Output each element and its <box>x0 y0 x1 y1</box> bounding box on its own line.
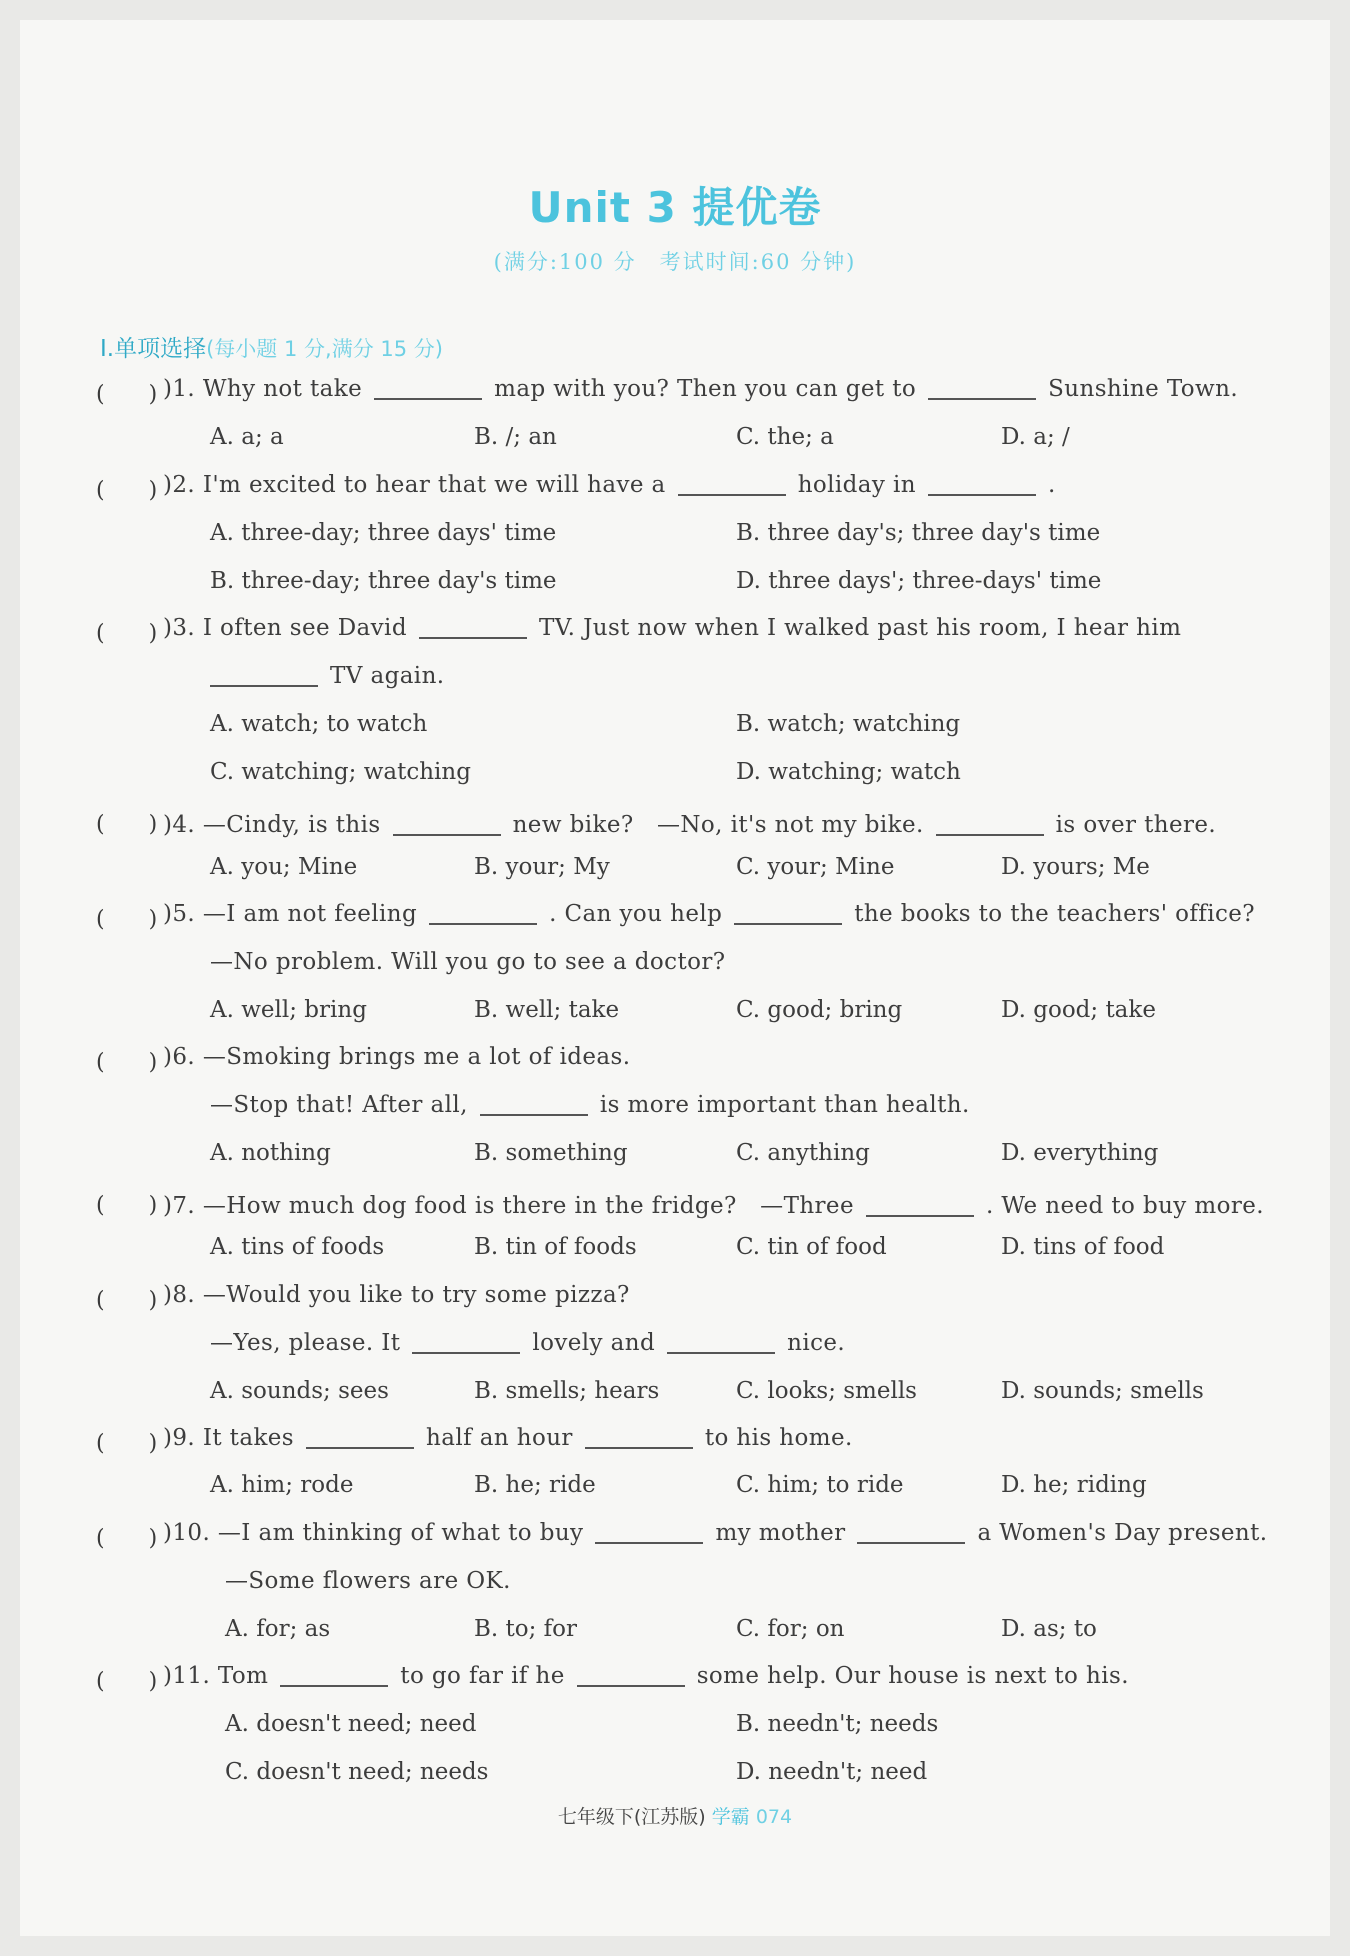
answer-bracket[interactable]: ( ) <box>96 812 158 837</box>
option-c[interactable]: C. him; to ride <box>736 1472 904 1498</box>
option-a[interactable]: A. watch; to watch <box>210 711 428 737</box>
option-d[interactable]: D. tins of food <box>1001 1234 1165 1260</box>
blank[interactable] <box>928 494 1036 496</box>
option-c[interactable]: C. tin of food <box>736 1234 887 1260</box>
blank[interactable] <box>306 1447 414 1449</box>
answer-bracket[interactable]: ( ) <box>96 478 158 503</box>
option-d[interactable]: D. he; riding <box>1001 1472 1147 1498</box>
answer-bracket[interactable]: ( ) <box>96 1193 158 1218</box>
question-4: )4. —Cindy, is this new bike? —No, it's not my bike. is over there. <box>163 812 1217 838</box>
option-b[interactable]: B. he; ride <box>474 1472 596 1498</box>
page-subtitle: (满分:100 分 考试时间:60 分钟) <box>493 250 857 274</box>
blank[interactable] <box>936 834 1044 836</box>
answer-bracket[interactable]: ( ) <box>96 1431 158 1456</box>
question-10-reply: —Some flowers are OK. <box>225 1568 511 1594</box>
page-number: 074 <box>755 1806 793 1828</box>
option-a[interactable]: A. a; a <box>210 424 284 450</box>
footer-grade: 七年级下(江苏版) <box>557 1806 706 1828</box>
option-b[interactable]: B. three day's; three day's time <box>736 520 1101 546</box>
option-c[interactable]: C. your; Mine <box>736 854 895 880</box>
section-note: (每小题 1 分,满分 15 分) <box>206 337 443 361</box>
option-a[interactable]: A. you; Mine <box>210 854 358 880</box>
option-d[interactable]: D. good; take <box>1001 997 1156 1023</box>
answer-bracket[interactable]: ( ) <box>96 621 158 646</box>
option-d[interactable]: D. yours; Me <box>1001 854 1150 880</box>
question-3: )3. I often see David TV. Just now when I walked past his room, I hear him <box>163 615 1182 641</box>
question-6: )6. —Smoking brings me a lot of ideas. <box>163 1044 631 1070</box>
blank[interactable] <box>419 637 527 639</box>
option-b[interactable]: B. to; for <box>474 1616 578 1642</box>
question-1: )1. Why not take map with you? Then you can get to Sunshine Town. <box>163 376 1239 402</box>
option-a[interactable]: A. three-day; three days' time <box>210 520 557 546</box>
option-d[interactable]: D. everything <box>1001 1140 1159 1166</box>
answer-bracket[interactable]: ( ) <box>96 907 158 932</box>
option-d[interactable]: D. as; to <box>1001 1616 1097 1642</box>
answer-bracket[interactable]: ( ) <box>96 1526 158 1551</box>
blank[interactable] <box>585 1447 693 1449</box>
answer-bracket[interactable]: ( ) <box>96 382 158 407</box>
question-6-reply: —Stop that! After all, is more important than health. <box>210 1092 970 1118</box>
option-b[interactable]: B. needn't; needs <box>736 1711 939 1737</box>
option-b[interactable]: B. /; an <box>474 424 557 450</box>
section-title: Ⅰ.单项选择 <box>100 336 207 362</box>
blank[interactable] <box>412 1352 520 1354</box>
option-a[interactable]: A. sounds; sees <box>210 1378 389 1404</box>
question-5: )5. —I am not feeling . Can you help the books to the teachers' office? <box>163 901 1255 927</box>
question-11: )11. Tom to go far if he some help. Our house is next to his. <box>163 1663 1129 1689</box>
blank[interactable] <box>393 834 501 836</box>
option-c[interactable]: C. anything <box>736 1140 870 1166</box>
question-8-reply: —Yes, please. It lovely and nice. <box>210 1330 846 1356</box>
blank[interactable] <box>429 923 537 925</box>
option-d[interactable]: D. needn't; need <box>736 1759 928 1785</box>
question-5-reply: —No problem. Will you go to see a doctor? <box>210 949 726 975</box>
blank[interactable] <box>480 1114 588 1116</box>
blank[interactable] <box>210 685 318 687</box>
option-a[interactable]: A. doesn't need; need <box>225 1711 477 1737</box>
question-2: )2. I'm excited to hear that we will have a holiday in . <box>163 472 1056 498</box>
option-a[interactable]: A. him; rode <box>210 1472 354 1498</box>
answer-bracket[interactable]: ( ) <box>96 1050 158 1075</box>
option-c[interactable]: C. for; on <box>736 1616 845 1642</box>
option-a[interactable]: A. tins of foods <box>210 1234 385 1260</box>
option-b[interactable]: B. something <box>474 1140 628 1166</box>
option-c[interactable]: C. watching; watching <box>210 759 471 785</box>
question-7: )7. —How much dog food is there in the fridge? —Three . We need to buy more. <box>163 1193 1264 1219</box>
blank[interactable] <box>928 398 1036 400</box>
option-b[interactable]: B. tin of foods <box>474 1234 637 1260</box>
blank[interactable] <box>577 1685 685 1687</box>
question-3-cont: TV again. <box>210 663 445 689</box>
option-b[interactable]: B. watch; watching <box>736 711 961 737</box>
blank[interactable] <box>734 923 842 925</box>
page-title: Unit 3 提优卷 <box>528 183 822 232</box>
answer-bracket[interactable]: ( ) <box>96 1288 158 1313</box>
option-c[interactable]: C. good; bring <box>736 997 903 1023</box>
option-b[interactable]: B. well; take <box>474 997 620 1023</box>
footer-brand: 学霸 <box>711 1806 750 1828</box>
blank[interactable] <box>857 1542 965 1544</box>
option-c[interactable]: C. the; a <box>736 424 834 450</box>
option-c[interactable]: C. doesn't need; needs <box>225 1759 489 1785</box>
section-heading <box>100 330 443 363</box>
question-9: )9. It takes half an hour to his home. <box>163 1425 853 1451</box>
question-8: )8. —Would you like to try some pizza? <box>163 1282 630 1308</box>
blank[interactable] <box>678 494 786 496</box>
option-d[interactable]: D. three days'; three-days' time <box>736 568 1102 594</box>
option-d[interactable]: D. sounds; smells <box>1001 1378 1204 1404</box>
blank[interactable] <box>280 1685 388 1687</box>
option-d[interactable]: D. watching; watch <box>736 759 961 785</box>
option-a[interactable]: A. nothing <box>210 1140 331 1166</box>
blank[interactable] <box>374 398 482 400</box>
option-b[interactable]: B. smells; hears <box>474 1378 660 1404</box>
option-d[interactable]: D. a; / <box>1001 424 1070 450</box>
page-footer <box>0 1802 1350 1829</box>
exam-page <box>20 20 1330 1936</box>
option-a[interactable]: A. for; as <box>225 1616 331 1642</box>
option-a[interactable]: A. well; bring <box>210 997 367 1023</box>
blank[interactable] <box>595 1542 703 1544</box>
blank[interactable] <box>667 1352 775 1354</box>
option-b[interactable]: B. your; My <box>474 854 610 880</box>
question-10: )10. —I am thinking of what to buy my mother a Women's Day present. <box>163 1520 1268 1546</box>
blank[interactable] <box>866 1215 974 1217</box>
option-c[interactable]: B. three-day; three day's time <box>210 568 557 594</box>
answer-bracket[interactable]: ( ) <box>96 1669 158 1694</box>
option-c[interactable]: C. looks; smells <box>736 1378 917 1404</box>
